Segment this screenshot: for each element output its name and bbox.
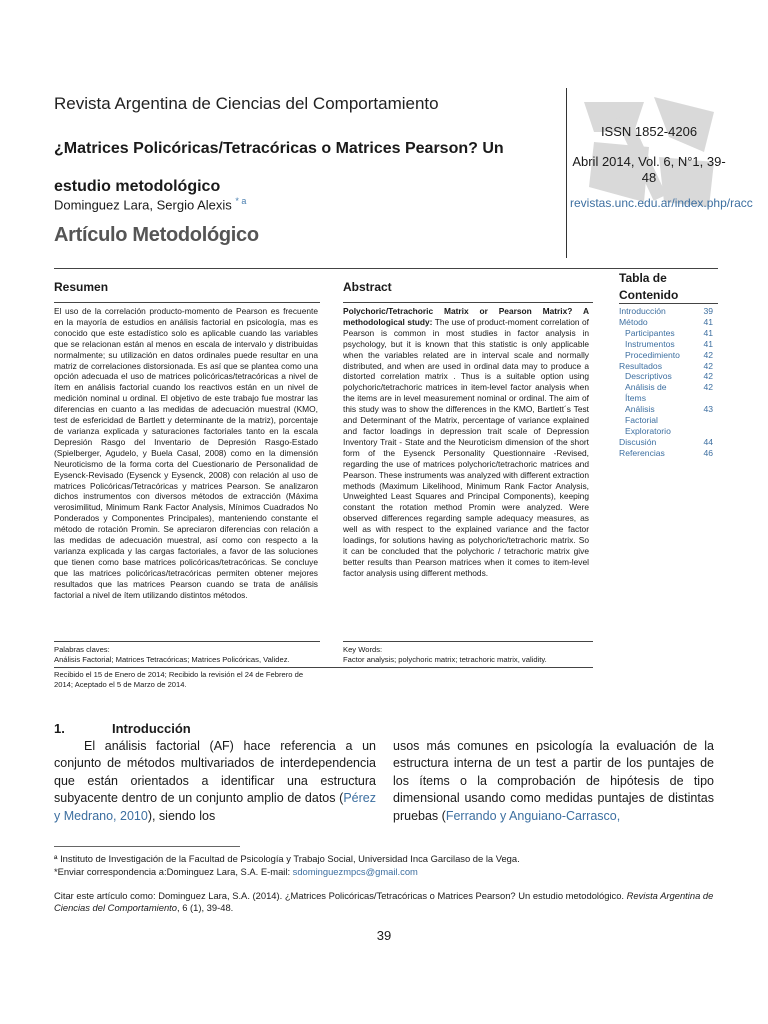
intro-col1-tail: ), siendo los bbox=[147, 808, 216, 823]
abstract-rule bbox=[343, 302, 593, 303]
journal-website-link[interactable]: revistas.unc.edu.ar/index.php/racc bbox=[570, 196, 753, 210]
toc-item[interactable] bbox=[619, 371, 713, 382]
toc-item[interactable] bbox=[619, 437, 713, 448]
toc-item-page: 42 bbox=[703, 371, 713, 382]
abstract-text bbox=[343, 306, 589, 579]
journal-logo-icon bbox=[574, 92, 724, 212]
resumen-text: El uso de la correlación producto-momento de Pearson es frecuente en la mayoría de estudios en análisis factorial en psicología, mas es conocido que este estadístico solo es aplicable cuando las variables que se relacionan están al menos en escala de intervalo y distribuidas normalmente; su utilización en datos ordinales puede resultar en una matriz de correlaciones distorsionada. Es así que se plantea como una opción adecuada el uso de matrices policóricas/tetracóricas a nivel de ítem en análisis factorial cuando los reactivos están en un nivel de medición nominal u ordinal. El objetivo de este trabajo fue mostrar las diferencias en cuanto a las medidas de adecuación muestral (KMO, test de esfericidad de Bartlett y determinante de la matriz), porcentaje de varianza explicada y saturaciones factoriales tanto en la escala Depresión Rasgo del Inventario de Depresión Rasgo-Estado (Spielberger, Agudelo, y Buela Casal, 2008) como en la dimensión Neuroticismo de la forma corta del Cuestionario de Personalidad de Eysenck-Revisado (Eysenck y Eysenck, 2008) con relación al uso de matrices Policóricas/Tetracóricas y matrices Pearson. Se analizaron dichos instrumentos con diversos métodos de extracción (Máxima verosimilitud, Minimum Rank Factor Analysis, Mínimos Cuadrados No Ponderados y Componentes Principales), manteniendo constante el método de rotación Promin. Se apreciaron diferencias con relación a las medidas de adecuación muestral, así como con respecto a la varianza explicada y las cargas factoriales, a favor de las soluciones que tienen como base matrices policóricas/tetracóricas. Se concluye que las matrices policóricas/tetracóricas permiten obtener mejores resultados que las matrices Pearson cuando se trata de análisis factorial a nivel de ítem utilizando distintos métodos. bbox=[54, 306, 318, 600]
journal-name: Revista Argentina de Ciencias del Comportamiento bbox=[54, 94, 439, 113]
toc-item[interactable] bbox=[619, 361, 713, 372]
toc-item-label: Procedimiento bbox=[625, 349, 680, 360]
toc-item-page: 43 bbox=[703, 404, 713, 415]
toc-item-page: 42 bbox=[703, 360, 713, 371]
intro-title: Introducción bbox=[112, 721, 191, 736]
abstract-body: The use of product-moment correlation of Pearson is common in most studies in factor analysis in psychology, but it is known that this statistic is only applicable when the variables related are in interval scale and normally distributed, and when are used in ordinal data may to produce a distorted correlation matrix . Thus is a suitable option using polychoric/tetrachoric matrices in item-level factor analysis when the items are in level measurement nominal or ordinal. The aim of this study was to show the differences in the KMO, Bartlett´s Test and Determinant of the Matrix, percentage of variance explained and factor loadings in depression trait scale of Depression Inventory Trait - State and the Neuroticism dimension of the short form of the Eysenck Personality Questionnaire -Revised, regarding the use of matrices polychoric/tetrachoric matrices and Pearson. These instruments was analyzed with different extraction methods (Maximum Likelihood, Minimum Rank Factor Analysis, Unweighted Least Squares and Principal Components), keeping constant the rotation method Promin were analyzed. Were observed differences regarding sample adequacy measures, as well as with respect to the explained variance and the factor loadings, for solutions having as polychoric/tetrachoric matrix. So it can be concluded that the polychoric / tetrachoric matrix give better results than Pearson matrices when it comes to item-level factor analysis using different methods. bbox=[343, 316, 589, 578]
intro-heading bbox=[54, 721, 191, 736]
page-number: 39 bbox=[376, 928, 392, 943]
resumen-rule bbox=[54, 302, 320, 303]
header-divider bbox=[566, 88, 567, 258]
cite-journal: Revista Argentina de Ciencias del Comportamiento bbox=[54, 890, 714, 913]
toc-item[interactable] bbox=[619, 328, 713, 339]
keywords-label-en: Key Words: bbox=[343, 645, 383, 654]
toc-item[interactable] bbox=[619, 382, 713, 404]
citation-note bbox=[54, 890, 714, 914]
toc-item[interactable] bbox=[619, 350, 713, 361]
toc-item-label: Discusión bbox=[619, 436, 657, 447]
received-dates: Recibido el 15 de Enero de 2014; Recibido la revisión el 24 de Febrero de 2014; Aceptado el 5 de Marzo de 2014. bbox=[54, 670, 304, 689]
volume-info: Abril 2014, Vol. 6, N°1, 39-48 bbox=[572, 154, 726, 185]
intro-col2 bbox=[393, 738, 714, 825]
toc-item-page: 46 bbox=[703, 447, 713, 458]
footnote-affiliation: ª Instituto de Investigación de la Facultad de Psicología y Trabajo Social, Universidad Inca Garcilaso de la Vega. bbox=[54, 853, 520, 864]
toc-item-label: Análisis Factorial Exploratorio bbox=[625, 404, 671, 436]
intro-col2-text: usos más comunes en psicología la evaluación de la estructura interna de un test a partir de los puntajes de los ítems o la comprobación de hipótesis de tipo dimensional usando como medidas puntajes de distintas pruebas ( bbox=[393, 739, 714, 823]
keywords-es bbox=[54, 645, 324, 665]
toc-item-page: 41 bbox=[703, 316, 713, 327]
toc-item[interactable] bbox=[619, 306, 713, 317]
citation-link-perez[interactable]: Pérez y Medrano, 2010 bbox=[54, 791, 376, 823]
footnote-rule bbox=[54, 846, 240, 847]
cite-prefix: Citar este artículo como: Dominguez Lara, S.A. (2014). ¿Matrices Policóricas/Tetracóricas o Matrices Pearson? Un estudio metodológico. bbox=[54, 890, 627, 901]
keywords-en bbox=[343, 645, 593, 665]
toc-item-page: 42 bbox=[703, 349, 713, 360]
toc-item[interactable] bbox=[619, 317, 713, 328]
email-link[interactable]: sdominguezmpcs@gmail.com bbox=[292, 866, 418, 877]
toc-item-label: Método bbox=[619, 316, 648, 327]
abstract-heading: Abstract bbox=[343, 280, 392, 294]
article-type: Artículo Metodológico bbox=[54, 224, 259, 246]
intro-col1-text: El análisis factorial (AF) hace referencia a un conjunto de métodos multivariados de interdependencia que están orientados a identificar una estructura subyacente dentro de un conjunto amplio de datos ( bbox=[54, 739, 376, 806]
received-rule bbox=[54, 667, 593, 668]
toc-item-page: 41 bbox=[703, 338, 713, 349]
author-marks: * a bbox=[235, 196, 247, 206]
toc-item-label: Instrumentos bbox=[625, 338, 675, 349]
top-rule bbox=[54, 268, 718, 269]
abstract-title: Polychoric/Tetrachoric Matrix or Pearson Matrix? A methodological study: bbox=[343, 306, 589, 327]
citation-link-ferrando[interactable]: Ferrando y Anguiano-Carrasco, bbox=[445, 808, 621, 823]
toc-item-label: Resultados bbox=[619, 360, 662, 371]
cite-suffix: , 6 (1), 39-48. bbox=[176, 902, 234, 913]
authors bbox=[54, 196, 246, 212]
intro-col1 bbox=[54, 738, 376, 825]
correspondence-text: *Enviar correspondencia a:Dominguez Lara, S.A. E-mail: bbox=[54, 866, 293, 877]
issn: ISSN 1852-4206 bbox=[600, 124, 698, 139]
toc-item-label: Descriptivos bbox=[625, 371, 672, 382]
article-title: ¿Matrices Policóricas/Tetracóricas o Matrices Pearson? Un estudio metodológico bbox=[54, 140, 504, 195]
toc-item-page: 39 bbox=[703, 306, 713, 316]
toc-item-page: 41 bbox=[703, 327, 713, 338]
toc-item-page: 42 bbox=[703, 382, 713, 393]
keywords-rule-en bbox=[343, 641, 593, 642]
toc-item-label: Referencias bbox=[619, 447, 665, 458]
author-names: Dominguez Lara, Sergio Alexis bbox=[54, 197, 232, 213]
keywords-label-es: Palabras claves: bbox=[54, 645, 110, 654]
toc-item[interactable] bbox=[619, 448, 713, 459]
toc-item[interactable] bbox=[619, 404, 713, 437]
intro-number: 1. bbox=[54, 721, 65, 736]
toc-item-label: Participantes bbox=[625, 327, 675, 338]
keywords-list-es: Análisis Factorial; Matrices Tetracóricas; Matrices Policóricas, Validez. bbox=[54, 655, 290, 664]
keywords-list-en: Factor analysis; polychoric matrix; tetrachoric matrix, validity. bbox=[343, 655, 547, 664]
toc-item-page: 44 bbox=[703, 436, 713, 447]
toc-heading: Tabla de Contenido bbox=[619, 271, 679, 302]
toc-item-label: Introducción bbox=[619, 306, 666, 316]
keywords-rule-es bbox=[54, 641, 320, 642]
table-of-contents bbox=[619, 306, 713, 459]
toc-rule bbox=[619, 303, 718, 304]
toc-item[interactable] bbox=[619, 339, 713, 350]
toc-item-label: Análisis de Ítems bbox=[625, 382, 667, 404]
resumen-heading: Resumen bbox=[54, 280, 109, 294]
footnote-correspondence bbox=[54, 866, 714, 878]
